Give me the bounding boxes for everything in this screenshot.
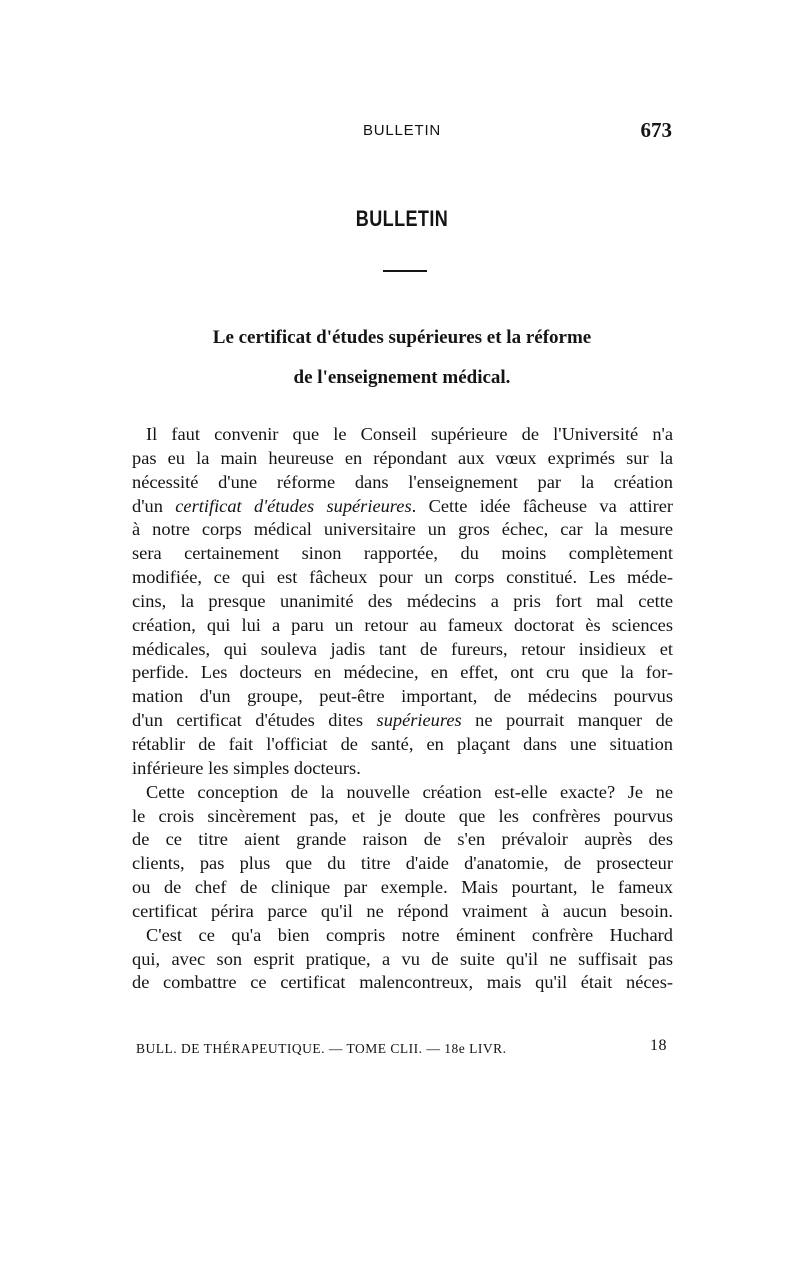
italic-term: certificat d'études supérieures [175, 495, 412, 516]
body-line: de combattre ce certificat malencontreux, mais qu'il était néces- [132, 972, 673, 993]
body-line: certificat périra parce qu'il ne répond vraiment à aucun besoin. [132, 900, 673, 921]
body-line [132, 495, 673, 519]
body-line: nécessité d'une réforme dans l'enseignement par la création [132, 471, 673, 492]
body-line: qui, avec son esprit pratique, a vu de suite qu'il ne suffisait pas [132, 948, 673, 969]
body-line: le crois sincèrement pas, et je doute que les confrères pourvus [132, 805, 673, 826]
body-text: d'un [132, 495, 176, 516]
body-text: ne pourrait manquer de [461, 710, 673, 731]
title-divider [383, 270, 427, 272]
body-line: à notre corps médical universitaire un gros échec, car la mesure [132, 519, 673, 540]
article-title-line: de l'enseignement médical. [293, 367, 511, 388]
body-line: modifiée, ce qui est fâcheux pour un corps constitué. Les méde- [132, 567, 673, 588]
body-line: de ce titre aient grande raison de s'en prévaloir auprès des [132, 829, 673, 850]
body-text: . Cette idée fâcheuse va attirer [411, 495, 674, 516]
running-header [132, 118, 672, 144]
running-title: BULLETIN [362, 122, 442, 139]
article-title-line: Le certificat d'études supérieures et la réforme [212, 327, 592, 348]
body-text: d'un certificat d'études dites [132, 710, 377, 731]
article-body [132, 423, 673, 995]
page-number: 673 [640, 118, 672, 142]
body-line: mation d'un groupe, peut-être important, de médecins pourvus [132, 686, 673, 707]
body-line: ou de chef de clinique par exemple. Mais pourtant, le fameux [132, 877, 673, 898]
footer-signature-mark: 18 [650, 1037, 667, 1054]
body-line: rétablir de fait l'officiat de santé, en plaçant dans une situation [132, 733, 673, 754]
article-title [132, 318, 672, 398]
body-line: Cette conception de la nouvelle création est-elle exacte? Je ne [146, 781, 673, 802]
page-footer [132, 1037, 673, 1059]
body-line: cins, la presque unanimité des médecins a pris fort mal cette [132, 590, 673, 611]
footer-journal-info: BULL. DE THÉRAPEUTIQUE. — TOME CLII. — 18e LIVR. [136, 1041, 507, 1056]
body-line: C'est ce qu'a bien compris notre éminent confrère Huchard [146, 924, 673, 945]
section-title: BULLETIN [355, 206, 449, 231]
body-line [132, 709, 673, 733]
body-line: pas eu la main heureuse en répondant aux vœux exprimés sur la [132, 447, 673, 468]
body-line: médicales, qui souleva jadis tant de fureurs, retour insidieux et [132, 638, 673, 659]
body-line: perfide. Les docteurs en médecine, en effet, ont cru que la for- [132, 662, 673, 683]
body-line: clients, pas plus que du titre d'aide d'anatomie, de prosecteur [132, 853, 673, 874]
body-line: inférieure les simples docteurs. [132, 757, 361, 778]
body-line: création, qui lui a paru un retour au fameux doctorat ès sciences [132, 614, 673, 635]
italic-term: supérieures [376, 710, 462, 731]
body-line: sera certainement sinon rapportée, du moins complètement [132, 543, 673, 564]
body-line: Il faut convenir que le Conseil supérieure de l'Université n'a [146, 424, 673, 444]
